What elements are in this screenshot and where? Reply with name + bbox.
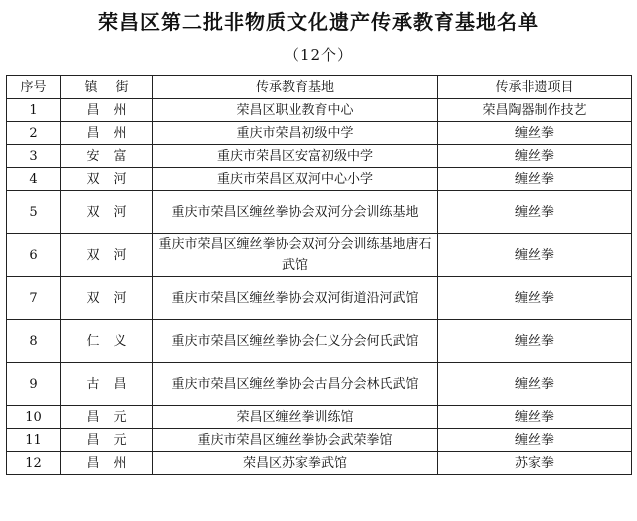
cell-number: 9 [7, 363, 61, 406]
cell-project: 缠丝拳 [438, 145, 632, 168]
table-row [7, 122, 632, 145]
table-row [7, 452, 632, 475]
cell-town: 昌州 [61, 99, 153, 122]
table-row [7, 320, 632, 363]
cell-project: 缠丝拳 [438, 320, 632, 363]
cell-base: 重庆市荣昌区缠丝拳协会双河分会训练基地 [153, 191, 438, 234]
cell-project: 缠丝拳 [438, 122, 632, 145]
cell-number: 10 [7, 406, 61, 429]
cell-town: 双河 [61, 168, 153, 191]
cell-number: 3 [7, 145, 61, 168]
cell-number: 1 [7, 99, 61, 122]
cell-project: 缠丝拳 [438, 234, 632, 277]
document-subtitle: （12个） [283, 46, 354, 64]
cell-base: 重庆市荣昌区缠丝拳协会武荣拳馆 [153, 429, 438, 452]
cell-base: 重庆市荣昌区双河中心小学 [153, 168, 438, 191]
cell-number: 6 [7, 234, 61, 277]
header-project: 传承非遗项目 [438, 76, 632, 99]
cell-project: 缠丝拳 [438, 429, 632, 452]
cell-base: 荣昌区职业教育中心 [153, 99, 438, 122]
cell-town: 古昌 [61, 363, 153, 406]
base-list-table [6, 75, 632, 475]
document-title: 荣昌区第二批非物质文化遗产传承教育基地名单 [98, 10, 539, 34]
cell-project: 荣昌陶器制作技艺 [438, 99, 632, 122]
cell-base: 重庆市荣昌区缠丝拳协会古昌分会林氏武馆 [153, 363, 438, 406]
cell-number: 11 [7, 429, 61, 452]
table-header-row [7, 76, 632, 99]
cell-number: 4 [7, 168, 61, 191]
cell-number: 8 [7, 320, 61, 363]
cell-project: 苏家拳 [438, 452, 632, 475]
cell-project: 缠丝拳 [438, 363, 632, 406]
cell-town: 安富 [61, 145, 153, 168]
cell-town: 昌州 [61, 122, 153, 145]
cell-base: 重庆市荣昌初级中学 [153, 122, 438, 145]
cell-base: 重庆市荣昌区缠丝拳协会双河分会训练基地唐石武馆 [153, 234, 438, 277]
table-row [7, 234, 632, 277]
table-row [7, 145, 632, 168]
cell-base: 荣昌区苏家拳武馆 [153, 452, 438, 475]
header-number: 序号 [7, 76, 61, 99]
cell-town: 双河 [61, 277, 153, 320]
cell-base: 荣昌区缠丝拳训练馆 [153, 406, 438, 429]
header-base: 传承教育基地 [153, 76, 438, 99]
table-row [7, 406, 632, 429]
cell-project: 缠丝拳 [438, 168, 632, 191]
cell-town: 双河 [61, 234, 153, 277]
cell-number: 7 [7, 277, 61, 320]
cell-base: 重庆市荣昌区安富初级中学 [153, 145, 438, 168]
cell-number: 12 [7, 452, 61, 475]
table-row [7, 363, 632, 406]
cell-town: 双河 [61, 191, 153, 234]
cell-base: 重庆市荣昌区缠丝拳协会双河街道沿河武馆 [153, 277, 438, 320]
cell-town: 仁义 [61, 320, 153, 363]
cell-town: 昌元 [61, 429, 153, 452]
cell-number: 5 [7, 191, 61, 234]
cell-project: 缠丝拳 [438, 277, 632, 320]
header-town: 镇街 [61, 76, 153, 99]
cell-project: 缠丝拳 [438, 406, 632, 429]
cell-town: 昌州 [61, 452, 153, 475]
cell-project: 缠丝拳 [438, 191, 632, 234]
table-row [7, 191, 632, 234]
table-row [7, 277, 632, 320]
table-row [7, 168, 632, 191]
cell-number: 2 [7, 122, 61, 145]
cell-town: 昌元 [61, 406, 153, 429]
table-row [7, 99, 632, 122]
cell-base: 重庆市荣昌区缠丝拳协会仁义分会何氏武馆 [153, 320, 438, 363]
table-row [7, 429, 632, 452]
